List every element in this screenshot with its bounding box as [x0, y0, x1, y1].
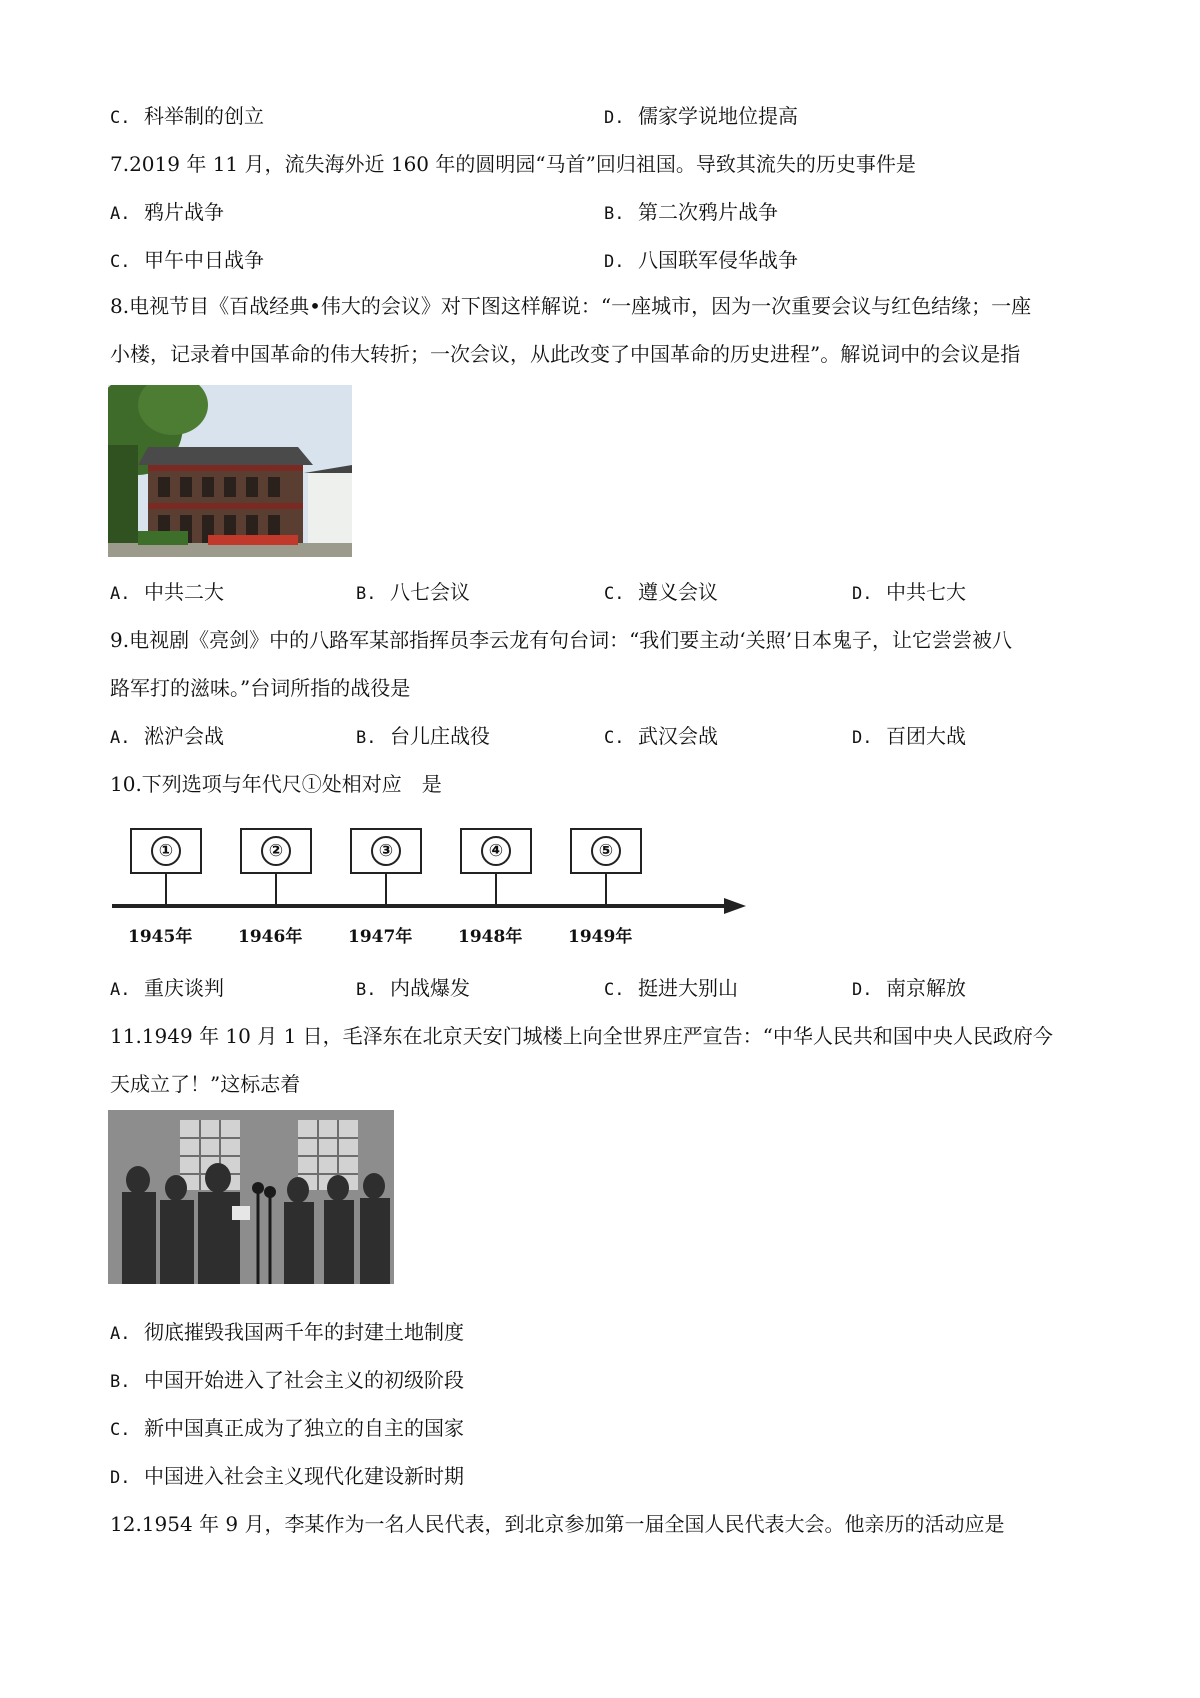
option-key: D.	[852, 584, 873, 604]
marker-label: ②	[261, 836, 291, 866]
option-key: A.	[110, 204, 131, 224]
marker-label: ⑤	[591, 836, 621, 866]
q10-option-d[interactable]	[852, 974, 966, 1004]
option-key: C.	[110, 1420, 131, 1440]
q11-option-b[interactable]	[110, 1366, 464, 1396]
option-text: 甲午中日战争	[144, 248, 264, 272]
founding-ceremony-photo	[108, 1110, 394, 1284]
option-text: 台儿庄战役	[390, 724, 490, 748]
option-key: D.	[604, 252, 625, 272]
option-key: D.	[852, 980, 873, 1000]
q11-option-a[interactable]	[110, 1318, 464, 1348]
q9-option-c[interactable]	[604, 722, 718, 752]
option-text: 淞沪会战	[144, 724, 224, 748]
option-text: 八七会议	[390, 580, 470, 604]
option-text: 中国开始进入了社会主义的初级阶段	[144, 1368, 464, 1392]
option-key: B.	[356, 584, 377, 604]
timeline-marker-5	[570, 828, 642, 874]
q8-option-d[interactable]	[852, 578, 966, 608]
option-text: 新中国真正成为了独立的自主的国家	[144, 1416, 464, 1440]
marker-label: ④	[481, 836, 511, 866]
q7-option-c[interactable]	[110, 246, 264, 276]
q8-option-a[interactable]	[110, 578, 224, 608]
option-key: D.	[604, 108, 625, 128]
q11-stem-line2: 天成立了！”这标志着	[110, 1072, 301, 1096]
timeline-marker-3	[350, 828, 422, 874]
option-key: A.	[110, 1324, 131, 1344]
timeline-year: 1946年	[238, 927, 303, 947]
q8-option-b[interactable]	[356, 578, 470, 608]
q7-option-b[interactable]	[604, 198, 778, 228]
q9-stem-line2: 路军打的滋味。”台词所指的战役是	[110, 676, 411, 700]
q11-stem-line1: 11.1949 年 10 月 1 日，毛泽东在北京天安门城楼上向全世界庄严宣告：“中华人民共和国中央人民政府今	[110, 1024, 1053, 1048]
q7-option-d[interactable]	[604, 246, 798, 276]
q10-option-b[interactable]	[356, 974, 470, 1004]
option-text: 重庆谈判	[144, 976, 224, 1000]
option-key: C.	[604, 728, 625, 748]
option-key: A.	[110, 728, 131, 748]
q9-option-b[interactable]	[356, 722, 490, 752]
option-key: D.	[852, 728, 873, 748]
option-key: C.	[110, 252, 131, 272]
q7-option-a[interactable]	[110, 198, 224, 228]
option-text: 儒家学说地位提高	[638, 104, 798, 128]
option-text: 百团大战	[886, 724, 966, 748]
timeline-year: 1947年	[348, 927, 413, 947]
option-text: 南京解放	[886, 976, 966, 1000]
option-text: 遵义会议	[638, 580, 718, 604]
option-text: 科举制的创立	[144, 104, 264, 128]
marker-label: ③	[371, 836, 401, 866]
year-timeline	[110, 820, 750, 950]
option-key: B.	[356, 980, 377, 1000]
zunyi-building-photo	[108, 385, 352, 557]
option-text: 八国联军侵华战争	[638, 248, 798, 272]
option-text: 中共七大	[886, 580, 966, 604]
option-text: 内战爆发	[390, 976, 470, 1000]
q8-stem-line2: 小楼，记录着中国革命的伟大转折；一次会议，从此改变了中国革命的历史进程”。解说词中的会议是指	[110, 342, 1021, 366]
q10-option-a[interactable]	[110, 974, 224, 1004]
q9-stem-line1: 9.电视剧《亮剑》中的八路军某部指挥员李云龙有句台词：“我们要主动‘关照’日本鬼子，让它尝尝被八	[110, 628, 1013, 652]
q8-stem-line1: 8.电视节目《百战经典•伟大的会议》对下图这样解说：“一座城市，因为一次重要会议与红色结缘；一座	[110, 294, 1032, 318]
q9-option-a[interactable]	[110, 722, 224, 752]
q11-option-d[interactable]	[110, 1462, 464, 1492]
marker-label: ①	[151, 836, 181, 866]
option-text: 彻底摧毁我国两千年的封建土地制度	[144, 1320, 464, 1344]
q10-stem: 10.下列选项与年代尺①处相对应 是	[110, 772, 442, 796]
q9-option-d[interactable]	[852, 722, 966, 752]
timeline-marker-4	[460, 828, 532, 874]
option-key: A.	[110, 980, 131, 1000]
option-key: D.	[110, 1468, 131, 1488]
option-key: B.	[110, 1372, 131, 1392]
timeline-marker-2	[240, 828, 312, 874]
option-text: 第二次鸦片战争	[638, 200, 778, 224]
option-text: 武汉会战	[638, 724, 718, 748]
timeline-marker-1	[130, 828, 202, 874]
option-key: C.	[604, 584, 625, 604]
q11-option-c[interactable]	[110, 1414, 464, 1444]
option-text: 挺进大别山	[638, 976, 738, 1000]
q6-option-c[interactable]	[110, 102, 264, 132]
option-key: B.	[604, 204, 625, 224]
timeline-year: 1948年	[458, 927, 523, 947]
option-key: C.	[110, 108, 131, 128]
option-key: C.	[604, 980, 625, 1000]
option-text: 中共二大	[144, 580, 224, 604]
q10-option-c[interactable]	[604, 974, 738, 1004]
option-text: 鸦片战争	[144, 200, 224, 224]
option-key: A.	[110, 584, 131, 604]
q8-option-c[interactable]	[604, 578, 718, 608]
q7-stem: 7.2019 年 11 月，流失海外近 160 年的圆明园“马首”回归祖国。导致其流失的历史事件是	[110, 152, 916, 176]
option-text: 中国进入社会主义现代化建设新时期	[144, 1464, 464, 1488]
q6-option-d[interactable]	[604, 102, 798, 132]
timeline-year: 1945年	[128, 927, 193, 947]
timeline-year: 1949年	[568, 927, 633, 947]
option-key: B.	[356, 728, 377, 748]
q12-stem: 12.1954 年 9 月，李某作为一名人民代表，到北京参加第一届全国人民代表大会。他亲历的活动应是	[110, 1512, 1005, 1536]
